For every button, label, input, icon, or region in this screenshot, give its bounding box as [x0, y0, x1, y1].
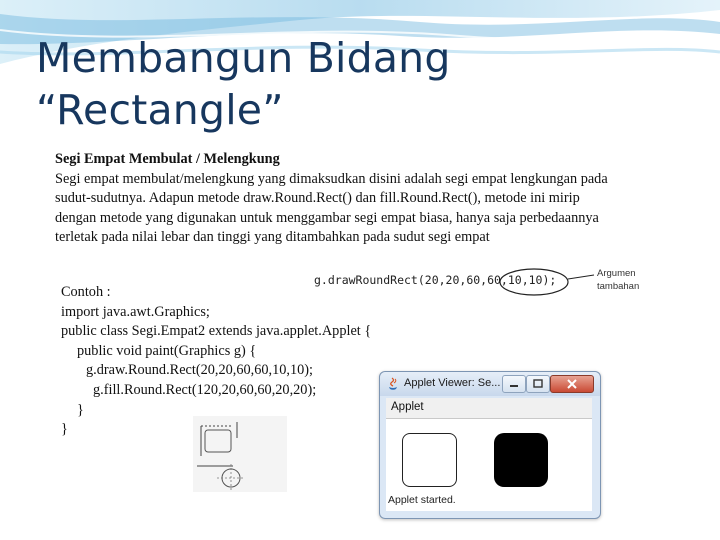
code-line: } — [61, 421, 68, 438]
applet-status-text: Applet started. — [388, 494, 456, 506]
code-line: Contoh : — [61, 284, 111, 300]
maximize-icon — [527, 376, 549, 392]
slide-body — [55, 150, 615, 248]
slide-title-line-2: “Rectangle” — [36, 86, 284, 134]
close-button[interactable] — [550, 375, 594, 393]
coordinate-sketch-diagram — [193, 416, 287, 492]
slide-title-line-1: Membangun Bidang — [36, 34, 451, 82]
applet-canvas — [386, 419, 592, 511]
minimize-icon — [503, 376, 525, 392]
maximize-button[interactable] — [526, 375, 550, 393]
snippet-code-text: g.drawRoundRect(20,20,60,60,10,10); — [314, 273, 557, 287]
code-line: } — [77, 401, 84, 418]
section-heading: Segi Empat Membulat / Melengkung — [55, 151, 280, 167]
filled-round-rectangle — [494, 433, 548, 487]
code-line: public void paint(Graphics g) { — [77, 342, 257, 359]
window-titlebar[interactable] — [380, 372, 600, 396]
code-line: import java.awt.Graphics; — [61, 303, 210, 320]
menu-item-applet[interactable]: Applet — [391, 401, 424, 413]
code-line: g.draw.Round.Rect(20,20,60,60,10,10); — [86, 362, 313, 379]
minimize-button[interactable] — [502, 375, 526, 393]
applet-viewer-window[interactable] — [379, 371, 601, 519]
code-line: g.fill.Round.Rect(120,20,60,60,20,20); — [93, 381, 317, 398]
annotation-line-1: Argumen — [597, 268, 636, 279]
close-icon — [551, 376, 593, 392]
snippet-annotation — [597, 267, 639, 293]
applet-menu-bar — [386, 398, 592, 419]
section-paragraph: Segi empat membulat/melengkung yang dimaksudkan disini adalah segi empat lengkungan pada sudut-sudutnya. Adapun metode draw.Round.Rect() dan fill.Round.Rect(), metode ini mirip dengan metode yang digunakan untuk menggambar segi empat biasa, hanya saja perbedaannya terletak pada nilai lebar dan tinggi yang ditambahkan pada sudut segi empat — [55, 170, 608, 246]
code-line: public class Segi.Empat2 extends java.applet.Applet { — [61, 323, 372, 340]
window-title: Applet Viewer: Se... — [404, 377, 501, 389]
outlined-round-rectangle — [402, 433, 457, 487]
slide-title — [36, 32, 451, 136]
java-icon — [386, 376, 400, 391]
annotation-line-2: tambahan — [597, 281, 640, 292]
